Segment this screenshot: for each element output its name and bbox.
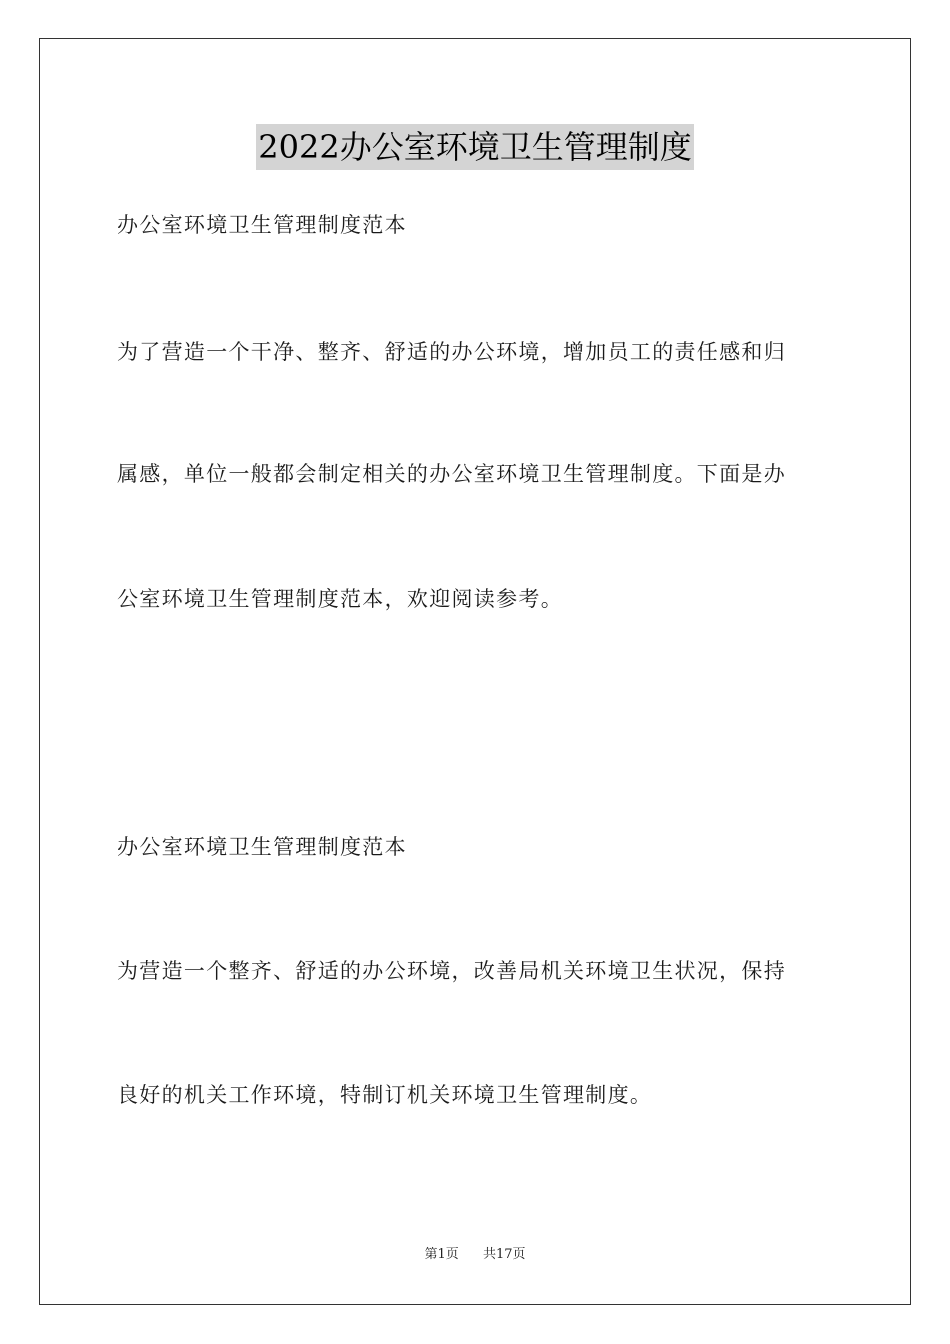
page-number-total: 共17页: [483, 1247, 526, 1262]
paragraph-line: 办公室环境卫生管理制度范本: [117, 213, 407, 237]
paragraph-line: 良好的机关工作环境，特制订机关环境卫生管理制度。: [117, 1083, 653, 1107]
page-number-current: 第1页: [424, 1247, 459, 1262]
title-container: [0, 124, 950, 170]
document-title: 2022办公室环境卫生管理制度: [256, 124, 693, 170]
paragraph-line: 办公室环境卫生管理制度范本: [117, 835, 407, 859]
paragraph-line: 公室环境卫生管理制度范本，欢迎阅读参考。: [117, 587, 563, 611]
paragraph-line: 为了营造一个干净、整齐、舒适的办公环境，增加员工的责任感和归: [117, 340, 786, 364]
page-footer: [0, 1246, 950, 1264]
paragraph-line: 为营造一个整齐、舒适的办公环境，改善局机关环境卫生状况，保持: [117, 959, 786, 983]
paragraph-line: 属感，单位一般都会制定相关的办公室环境卫生管理制度。下面是办: [117, 462, 786, 486]
